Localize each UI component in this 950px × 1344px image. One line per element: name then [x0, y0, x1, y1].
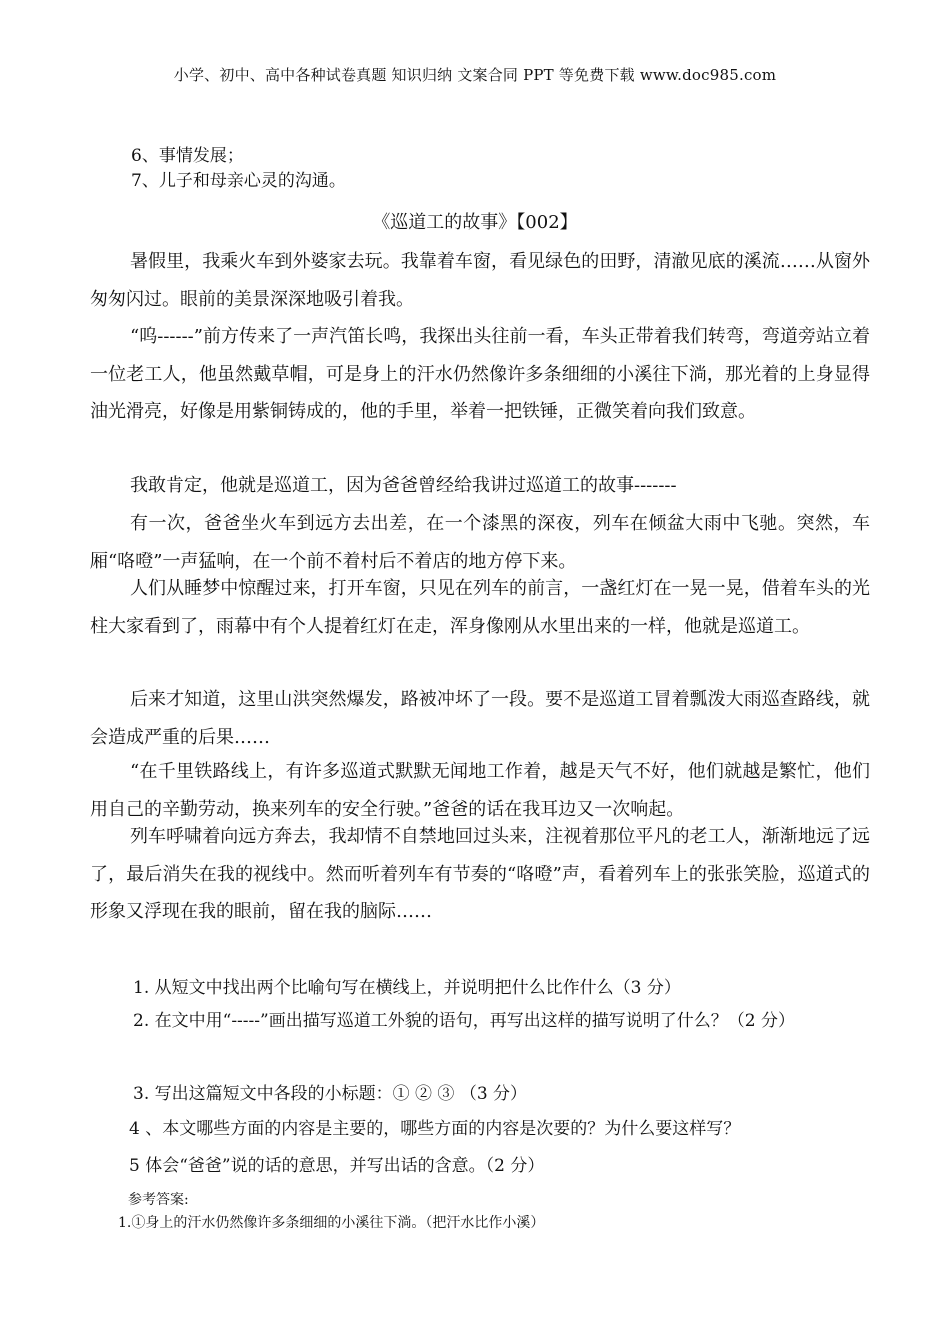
- question-2: 2. 在文中用“-----”画出描写巡道工外貌的语句，再写出这样的描写说明了什么？（2 分）: [133, 1011, 795, 1031]
- question-5: 5 体会“爸爸”说的话的意思，并写出话的含意。（2 分）: [129, 1156, 545, 1176]
- paragraph-4: 有一次，爸爸坐火车到远方去出差，在一个漆黑的深夜，列车在倾盆大雨中飞驰。突然，车厢“咯噔”一声猛响，在一个前不着村后不着店的地方停下来。: [90, 513, 870, 572]
- paragraph-2: “呜------”前方传来了一声汽笛长鸣，我探出头往前一看，车头正带着我们转弯，弯道旁站立着一位老工人，他虽然戴草帽，可是身上的汗水仍然像许多条细细的小溪往下淌，那光着的上身显得油光滑亮，好像是用紫铜铸成的，他的手里，举着一把铁锤，正微笑着向我们致意。: [90, 326, 870, 422]
- story-title: 《巡道工的故事》【002】: [372, 212, 578, 233]
- paragraph-7: “在千里铁路线上，有许多巡道式默默无闻地工作着，越是天气不好，他们就越是繁忙，他们用自己的辛勤劳动，换来列车的安全行驶。”爸爸的话在我耳边又一次响起。: [90, 761, 870, 820]
- paragraph-1: 暑假里，我乘火车到外婆家去玩。我靠着车窗，看见绿色的田野，清澈见底的溪流……从窗外匆匆闪过。眼前的美景深深地吸引着我。: [90, 251, 870, 310]
- paragraph-8: 列车呼啸着向远方奔去，我却情不自禁地回过头来，注视着那位平凡的老工人，渐渐地远了远了，最后消失在我的视线中。然而听着列车有节奏的“咯噔”声，看着列车上的张张笑脸，巡道式的形象又浮现在我的眼前，留在我的脑际……: [90, 826, 870, 922]
- paragraph-6: 后来才知道，这里山洪突然爆发，路被冲坏了一段。要不是巡道工冒着瓢泼大雨巡查路线，就会造成严重的后果……: [90, 689, 870, 748]
- question-1: 1. 从短文中找出两个比喻句写在横线上，并说明把什么比作什么（3 分）: [133, 978, 681, 998]
- answer-heading: 参考答案:: [128, 1192, 189, 1208]
- paragraph-5: 人们从睡梦中惊醒过来，打开车窗，只见在列车的前言，一盏红灯在一晃一晃，借着车头的光柱大家看到了，雨幕中有个人提着红灯在走，浑身像刚从水里出来的一样，他就是巡道工。: [90, 578, 870, 637]
- question-4: 4 、本文哪些方面的内容是主要的，哪些方面的内容是次要的？为什么要这样写？: [129, 1119, 741, 1139]
- question-3: 3. 写出这篇短文中各段的小标题：① ② ③ （3 分）: [133, 1084, 528, 1104]
- page-header: 小学、初中、高中各种试卷真题 知识归纳 文案合同 PPT 等免费下载 www.doc985.com: [173, 66, 777, 84]
- paragraph-3: 我敢肯定，他就是巡道工，因为爸爸曾经给我讲过巡道工的故事-------: [130, 475, 677, 496]
- list-item-6: 6、事情发展；: [131, 146, 244, 166]
- list-item-7: 7、儿子和母亲心灵的沟通。: [131, 171, 346, 191]
- answer-1: 1.①身上的汗水仍然像许多条细细的小溪往下淌。（把汗水比作小溪）: [118, 1215, 545, 1231]
